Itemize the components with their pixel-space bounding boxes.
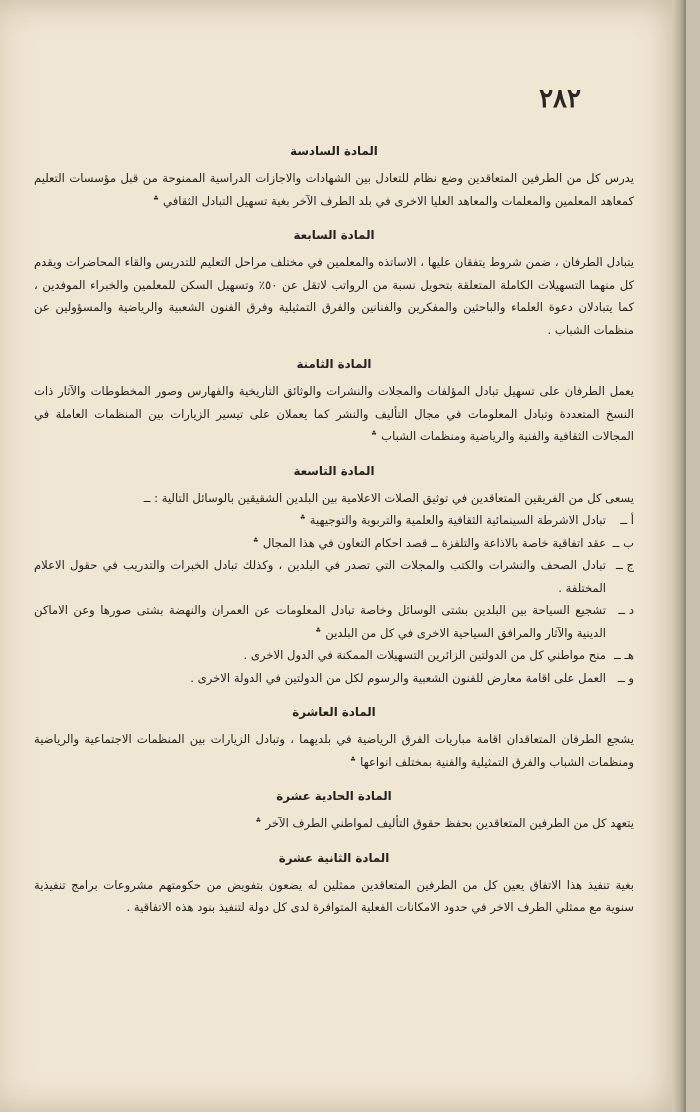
list-item: [34, 599, 634, 644]
article-7: [34, 224, 634, 341]
list-marker: هـ ــ: [614, 648, 634, 662]
article-11: [34, 785, 634, 835]
article-8: [34, 353, 634, 448]
list-text: تبادل الصحف والنشرات والكتب والمجلات التي تصدر في البلدين ، وكذلك تبادل الخبرات والتدريب في حقول الاعلام المختلفة .: [34, 558, 606, 595]
list-item: [34, 554, 634, 599]
list-text: العمل على اقامة معارض للفنون الشعبية والرسوم لكل من الدولتين في الدولة الاخرى .: [190, 670, 606, 685]
article-heading: المادة الثانية عشرة: [278, 850, 390, 865]
document-content: [34, 140, 634, 931]
article-body: يتبادل الطرفان ، ضمن شروط يتفقان عليها ، الاساتذه والمعلمين في مختلف مراحل التعليم للتدريس والقاء المحاضرات ويقدم كل منهما التسهيلات الكاملة المتعلقة بتحويل نسبة من الرواتب لاتقل عن ٥٠٪ وتسهيل السكن للمعلمين والخبراء الموفدين ، كما يتبادلان دعوة العلماء والباحثين والمفكرين والفنانين والفرق التمثيلية وفرق الفنون الشعبية والرياضية والمسؤولين عن منظمات الشباب .: [34, 255, 634, 337]
article-heading: المادة الثامنة: [296, 357, 372, 371]
article-heading: المادة العاشرة: [292, 705, 376, 719]
list-marker: أ ــ: [620, 513, 634, 527]
list-marker: د ــ: [618, 603, 634, 617]
list-item: [34, 667, 634, 690]
list-text: منح مواطني كل من الدولتين الزائرين التسهيلات الممكنة في الدول الاخرى .: [243, 648, 606, 662]
article-heading: المادة السادسة: [290, 144, 378, 158]
article-body: بغية تنفيذ هذا الاتفاق يعين كل من الطرفين المتعاقدين ممثلين له يضعون بتفويض من حكومتهم مشروعات برامج تنفيذية سنوية مع ممثلي الطرف الاخر في حدود الامكانات الفعلية المتوافرة لدى كل دولة لتنفيذ بنود هذه الاتفاقية .: [34, 877, 634, 914]
list-marker: ج ــ: [616, 558, 634, 572]
article-body: يسعى كل من الفريقين المتعاقدين في توثيق الصلات الاعلامية بين البلدين الشقيقين بالوسائل التالية : ــ: [143, 490, 634, 505]
article-heading: المادة التاسعة: [293, 463, 375, 478]
list-marker: و ــ: [617, 670, 634, 685]
article-heading: المادة السابعة: [293, 228, 375, 242]
list-text: عقد اتفاقية خاصة بالاذاعة والتلفزة ــ قصد احكام التعاون في هذا المجال ؞: [252, 535, 606, 550]
list-item: [34, 644, 634, 667]
article-12: [34, 847, 634, 919]
page-edge: [672, 0, 686, 1112]
article-body: يعمل الطرفان على تسهيل تبادل المؤلفات والمجلات والنشرات والوثائق التاريخية والفهارس وصور المخطوطات والآثار ذات النسخ المتعددة وتبادل المعلومات في مجال التأليف والنشر كما يعملان على تيسير الزيارات بين المنظمات العاملة في المجالات الثقافية والفنية والرياضية ومنظمات الشباب ؞: [34, 384, 634, 443]
article-9: [34, 460, 634, 690]
list-marker: ب ــ: [612, 535, 634, 550]
article-heading: المادة الحادية عشرة: [276, 789, 392, 803]
article-list: [34, 509, 634, 689]
article-10: [34, 701, 634, 773]
article-body: يدرس كل من الطرفين المتعاقدين وضع نظام للتعادل بين الشهادات والاجازات الدراسية الممنوحة من قبل مؤسسات التعليم كمعاهد المعلمين والمعلمات والمعاهد العليا الاخرى في بلد الطرف الآخر بغية تسهيل التبادل الثقافي ؞: [34, 171, 634, 208]
article-6: [34, 140, 634, 212]
page-number: ٢٨٢: [539, 84, 581, 114]
list-text: تبادل الاشرطة السينمائية الثقافية والعلمية والتربوية والتوجيهية ؞: [299, 513, 606, 527]
list-item: [34, 532, 634, 555]
list-text: تشجيع السياحة بين البلدين بشتى الوسائل وخاصة تبادل المعلومات عن العمران والنهضة بشتى صورها وعن الاماكن الدينية والآثار والمرافق السياحية الاخرى في كل من البلدين ؞: [34, 603, 606, 640]
list-item: [34, 509, 634, 532]
article-body: يشجع الطرفان المتعاقدان اقامة مباريات الفرق الرياضية في بلديهما ، وتبادل الزيارات بين المنظمات الاجتماعية والرياضية ومنظمات الشباب والفرق التمثيلية والفنية بمختلف انواعها ؞: [34, 732, 634, 769]
article-body: يتعهد كل من الطرفين المتعاقدين بحفظ حقوق التأليف لمواطني الطرف الآخر ؞: [254, 816, 634, 830]
